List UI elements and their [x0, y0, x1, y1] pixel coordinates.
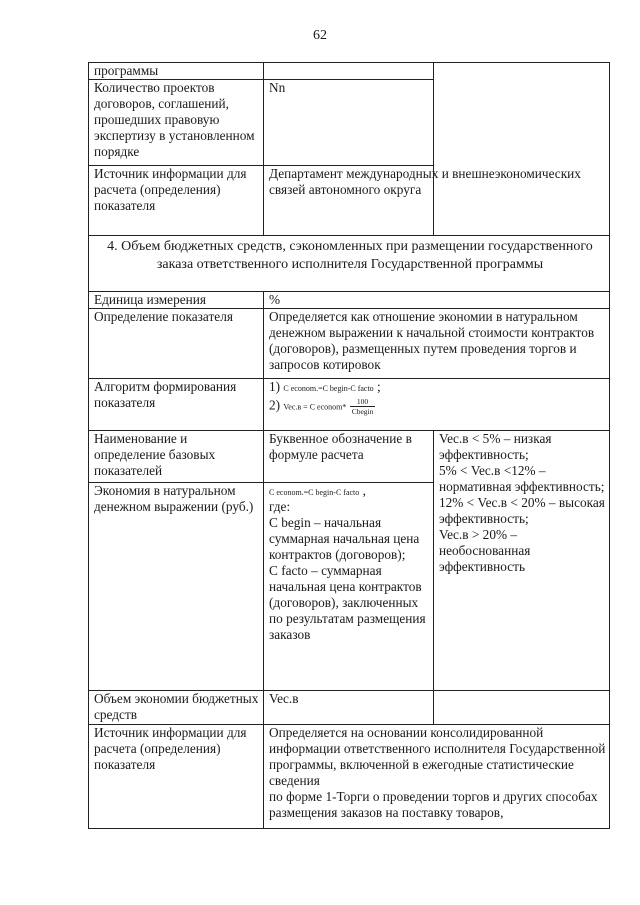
indicator-table — [88, 62, 610, 829]
row-value: Департамент международных и внешнеэкономических связей автономного округа — [264, 166, 610, 236]
row-value: Определяется на основании консолидированной информации ответственного исполнителя Государственной программы, включенной в ежегодные статистические сведения по форме 1-Торги о проведении торгов и других способах размещения заказов на поставку товаров, — [264, 725, 610, 829]
formula-line — [269, 483, 366, 498]
fraction — [350, 397, 376, 416]
table-row — [89, 236, 610, 292]
row-label: Наименование и определение базовых показателей — [89, 431, 264, 483]
efficiency-scale: Vec.в < 5% – низкая эффективность; 5% < Vec.в <12% – нормативная эффективность; 12% < Vec.в < 20% – высокая эффективность; Vec.в > 20% – необоснованная эффективность — [434, 431, 610, 691]
row-value: % — [264, 292, 610, 309]
economy-body: где: C begin – начальная суммарная начальная цена контрактов (договоров); C facto – суммарная начальная цена контрактов (договоров), заключенных по результатам размещения заказов — [269, 499, 426, 642]
row-label: Алгоритм формирования показателя — [89, 379, 264, 431]
row-label: программы — [89, 63, 264, 80]
fraction-denominator: Cbegin — [351, 407, 374, 416]
table-row — [89, 309, 610, 379]
row-symbol: Vec.в — [264, 691, 434, 725]
algorithm-formulas — [264, 379, 610, 431]
formula-punct: ; — [377, 379, 381, 394]
row-value: Определяется как отношение экономии в натуральном денежном выражении к начальной стоимости контрактов (договоров), размещенных путем проведения торгов и запросов котировок — [264, 309, 610, 379]
row-value: Буквенное обозначение в формуле расчета — [264, 431, 434, 483]
formula-text: C econom.=C begin-C facto — [283, 384, 374, 393]
table-row — [89, 63, 610, 80]
fraction-numerator: 100 — [350, 397, 376, 407]
row-value — [264, 63, 434, 80]
formula-number: 2) — [269, 397, 281, 413]
table-row — [89, 379, 610, 431]
formula-punct: , — [362, 483, 366, 498]
section-title: 4. Объем бюджетных средств, сэкономленных при размещении государственного заказа ответственного исполнителя Государственной программы — [89, 236, 610, 292]
table-row — [89, 431, 610, 483]
row-symbol: Nn — [264, 80, 434, 166]
formula-text: C econom.=C begin-C facto — [269, 488, 360, 497]
row-empty-cell — [434, 691, 610, 725]
formula-2 — [269, 397, 606, 416]
row-label: Объем экономии бюджетных средств — [89, 691, 264, 725]
formula-number: 1) — [269, 379, 281, 394]
table-row — [89, 725, 610, 829]
table-row — [89, 691, 610, 725]
table-row — [89, 166, 610, 236]
table-row — [89, 292, 610, 309]
row-label: Количество проектов договоров, соглашений, прошедших правовую экспертизу в установленном порядке — [89, 80, 264, 166]
row-label: Источник информации для расчета (определения) показателя — [89, 725, 264, 829]
row-label: Источник информации для расчета (определения) показателя — [89, 166, 264, 236]
row-label: Единица измерения — [89, 292, 264, 309]
formula-text: Vec.в = C econom* — [283, 402, 347, 412]
page-number: 62 — [313, 28, 327, 43]
formula-1 — [269, 379, 606, 395]
row-label: Экономия в натуральном денежном выражении (руб.) — [89, 483, 264, 691]
economy-explanation — [264, 483, 434, 691]
row-label: Определение показателя — [89, 309, 264, 379]
